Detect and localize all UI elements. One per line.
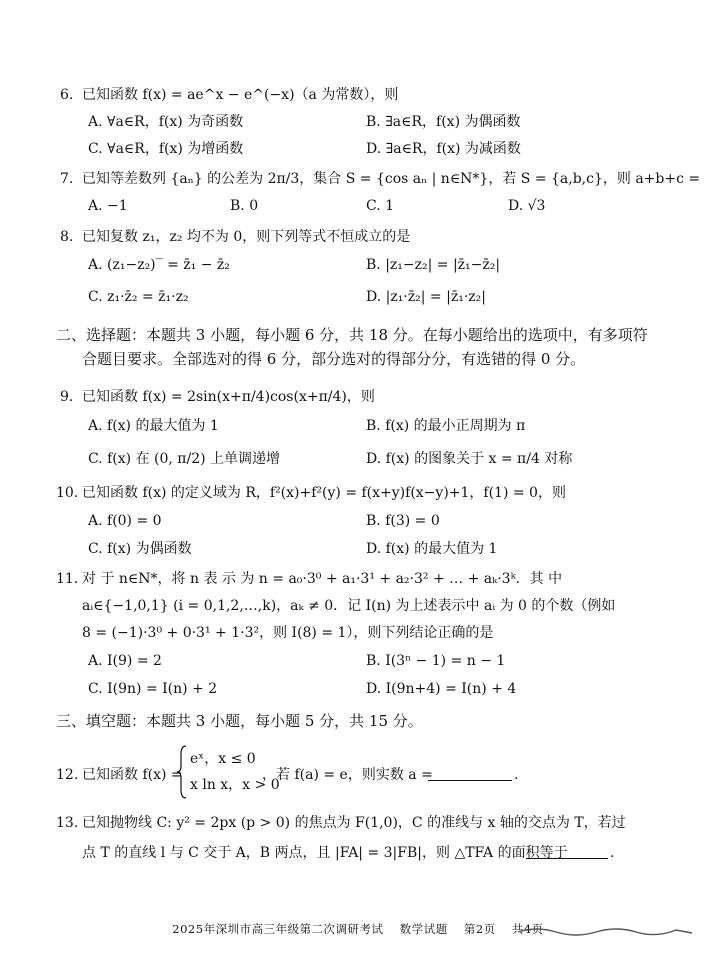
- q8-option-b: B. |z₁−z₂| = |z̄₁−z̄₂|: [366, 257, 501, 273]
- q6-option-a: A. ∀a∈R，f(x) 为奇函数: [88, 114, 244, 130]
- q10-option-c: C. f(x) 为偶函数: [88, 541, 192, 557]
- q6-number: 6.: [60, 87, 74, 103]
- q9-option-c: C. f(x) 在 (0, π/2) 上单调递增: [88, 451, 281, 467]
- q8-option-a: A. (z₁−z₂)‾ = z̄₁ − z̄₂: [88, 257, 230, 273]
- q9-stem: 已知函数 f(x) = 2sin(x+π/4)cos(x+π/4)，则: [82, 389, 375, 405]
- q13-answer-blank[interactable]: [526, 844, 608, 859]
- q9-option-a: A. f(x) 的最大值为 1: [88, 418, 219, 434]
- q11-option-b: B. I(3ⁿ − 1) = n − 1: [366, 653, 506, 669]
- q6-option-b: B. ∃a∈R，f(x) 为偶函数: [366, 114, 521, 130]
- q7-option-b: B. 0: [230, 198, 259, 214]
- footer-page-number: 第2页: [463, 922, 496, 936]
- q10-stem: 已知函数 f(x) 的定义域为 R，f²(x)+f²(y) = f(x+y)f(x−y)+1，f(1) = 0，则: [82, 485, 566, 501]
- q10-option-b: B. f(3) = 0: [366, 513, 440, 529]
- q7-stem: 已知等差数列 {aₙ} 的公差为 2π/3，集合 S = {cos aₙ | n∈N*}，若 S = {a,b,c}，则 a+b+c =: [82, 171, 701, 187]
- q6-option-c: C. ∀a∈R，f(x) 为增函数: [88, 141, 244, 157]
- q10-option-d: D. f(x) 的最大值为 1: [366, 541, 498, 557]
- q7-option-c: C. 1: [366, 198, 395, 214]
- q13-text-line1: 已知抛物线 C: y² = 2px (p > 0) 的焦点为 F(1,0)，C 的准线与 x 轴的交点为 T，若过: [82, 815, 626, 831]
- q12-prefix: 已知函数 f(x) =: [82, 767, 183, 783]
- q12-number: 12.: [56, 767, 79, 783]
- q7-number: 7.: [60, 171, 74, 187]
- q11-option-d: D. I(9n+4) = I(n) + 4: [366, 681, 517, 697]
- q12-case-2: x ln x，x > 0: [190, 777, 280, 793]
- q11-text-line3: 8 = (−1)·3⁰ + 0·3¹ + 1·3²，则 I(8) = 1），则下列结论正确的是: [82, 625, 494, 641]
- section3-heading: 三、填空题：本题共 3 小题，每小题 5 分，共 15 分。: [56, 712, 423, 730]
- footer-total-pages: 共4页: [511, 922, 544, 936]
- q11-option-a: A. I(9) = 2: [88, 653, 162, 669]
- q8-stem: 已知复数 z₁，z₂ 均不为 0，则下列等式不恒成立的是: [82, 229, 411, 245]
- q12-end: .: [514, 767, 519, 783]
- q10-number: 10.: [56, 485, 79, 501]
- q10-option-a: A. f(0) = 0: [88, 513, 162, 529]
- q8-number: 8.: [60, 229, 74, 245]
- q11-option-c: C. I(9n) = I(n) + 2: [88, 681, 218, 697]
- q11-number: 11.: [56, 571, 79, 587]
- q7-option-d: D. √3: [508, 198, 546, 214]
- section2-heading-line2: 合题目要求。全部选对的得 6 分，部分选对的得部分分，有选错的得 0 分。: [82, 350, 586, 368]
- q13-text-line2: 点 T 的直线 l 与 C 交于 A，B 两点，且 |FA| = 3|FB|，则 △TFA 的面积等于: [82, 845, 568, 861]
- q6-stem: 已知函数 f(x) = ae^x − e^(−x)（a 为常数），则: [82, 87, 399, 103]
- q11-text-line1: 对 于 n∈N*，将 n 表 示 为 n = a₀·3⁰ + a₁·3¹ + a₂·3² + … + aₖ·3ᵏ．其 中: [82, 571, 563, 587]
- q12-case-1: eˣ，x ≤ 0: [190, 751, 256, 767]
- q13-number: 13.: [56, 815, 79, 831]
- q8-option-c: C. z₁·z̄₂ = z̄₁·z₂: [88, 289, 189, 305]
- q12-answer-blank[interactable]: [428, 766, 512, 781]
- q12-piecewise-brace: [176, 744, 188, 800]
- q7-option-a: A. −1: [88, 198, 128, 214]
- q6-option-d: D. ∃a∈R，f(x) 为减函数: [366, 141, 521, 157]
- footer-subject: 数学试题: [399, 922, 448, 936]
- section2-heading-line1: 二、选择题：本题共 3 小题，每小题 6 分，共 18 分。在每小题给出的选项中，有多项符: [56, 326, 648, 344]
- q11-text-line2: aᵢ∈{−1,0,1} (i = 0,1,2,…,k)，aₖ ≠ 0．记 I(n) 为上述表示中 aᵢ 为 0 的个数（例如: [82, 598, 616, 614]
- footer-exam-title: 2025年深圳市高三年级第二次调研考试: [172, 922, 384, 936]
- q9-number: 9.: [60, 389, 74, 405]
- q8-option-d: D. |z₁·z̄₂| = |z̄₁·z₂|: [366, 289, 486, 305]
- q9-option-b: B. f(x) 的最小正周期为 π: [366, 418, 526, 434]
- footer-scribble-mark: [516, 924, 696, 938]
- q12-suffix: ，若 f(a) = e，则实数 a =: [262, 767, 433, 783]
- q13-end: .: [610, 845, 615, 861]
- q9-option-d: D. f(x) 的图象关于 x = π/4 对称: [366, 451, 573, 467]
